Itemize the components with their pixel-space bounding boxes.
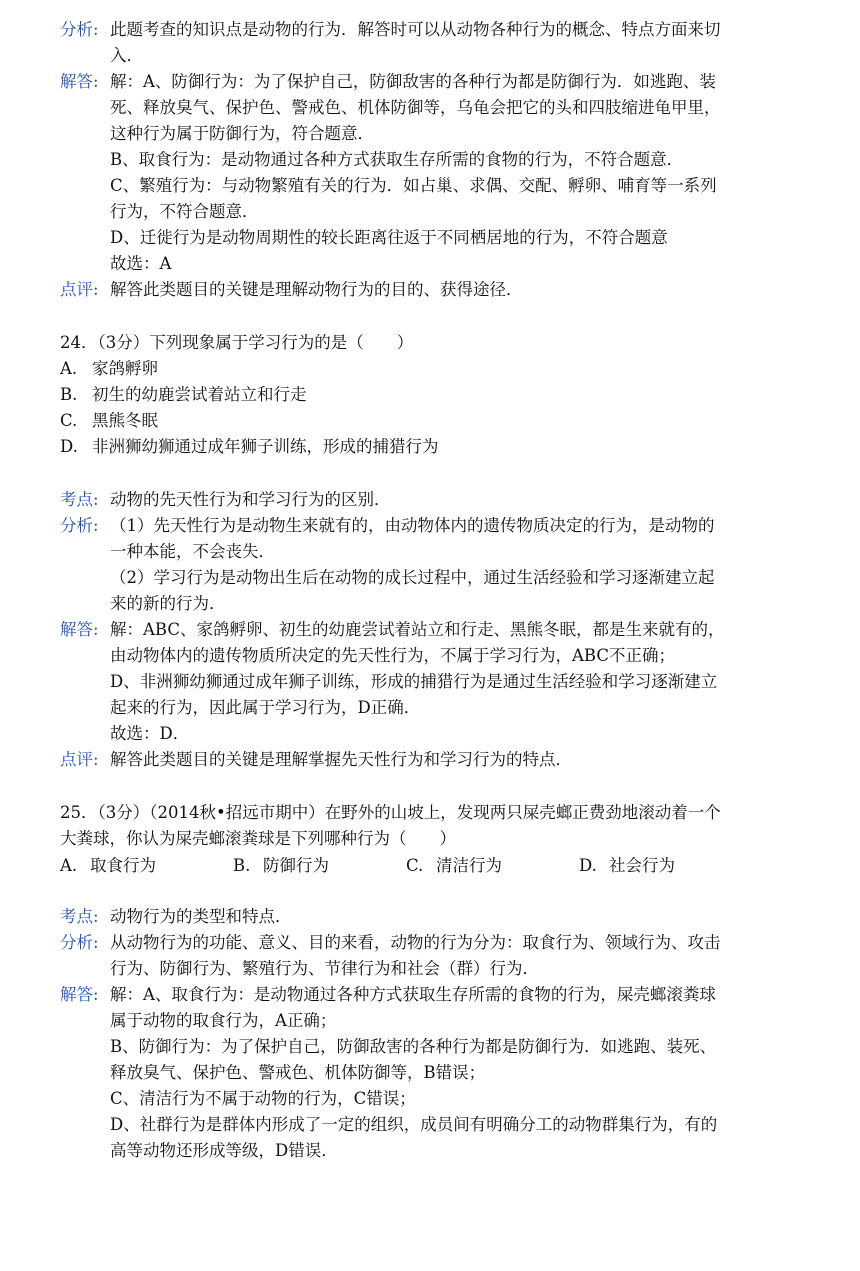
testpoint-text — [110, 487, 760, 513]
question-24-option-a — [60, 356, 158, 382]
text-line: 从动物行为的功能、意义、目的来看，动物的行为分为：取食行为、领域行为、攻击 — [110, 933, 721, 952]
option-text: 非洲狮幼狮通过成年狮子训练，形成的捕猎行为 — [92, 437, 439, 456]
question-24-stem: 24．（3分）下列现象属于学习行为的是（ ） — [60, 333, 414, 352]
option-text: 黑熊冬眠 — [92, 411, 158, 430]
analysis-text — [110, 513, 760, 617]
option-letter: B. — [60, 385, 78, 404]
text-line: 释放臭气、保护色、警戒色、机体防御等，B错误； — [110, 1063, 486, 1082]
question-25-option-d — [579, 853, 675, 879]
analysis-label: 分析: — [60, 20, 99, 39]
text-line: C、繁殖行为：与动物繁殖有关的行为．如占巢、求偶、交配、孵卵、哺育等一系列 — [110, 176, 717, 195]
text-line: D、非洲狮幼狮通过成年狮子训练，形成的捕猎行为是通过生活经验和学习逐渐建立 — [110, 672, 718, 691]
option-letter: C. — [406, 856, 424, 875]
comment-label: 点评: — [60, 750, 99, 769]
comment-label: 点评: — [60, 280, 99, 299]
text-line: 故选：D． — [110, 724, 190, 743]
analysis-label: 分析: — [60, 516, 99, 535]
text-line: 解答此类题目的关键是理解掌握先天性行为和学习行为的特点． — [110, 750, 572, 769]
text-line: 此题考查的知识点是动物的行为．解答时可以从动物各种行为的概念、特点方面来切 — [110, 20, 721, 39]
answer-label: 解答: — [60, 985, 99, 1004]
q24-comment-block — [60, 747, 760, 773]
text-line: D、迁徙行为是动物周期性的较长距离往返于不同栖居地的行为，不符合题意 — [110, 228, 668, 247]
question-24-option-b — [60, 382, 307, 408]
text-line: 起来的行为，因此属于学习行为，D正确． — [110, 698, 421, 717]
option-text: 初生的幼鹿尝试着站立和行走 — [92, 385, 307, 404]
testpoint-text — [110, 904, 760, 930]
text-line: C、清洁行为不属于动物的行为，C错误； — [110, 1089, 416, 1108]
question-25-option-b — [233, 853, 329, 879]
comment-text — [110, 747, 760, 773]
option-text: 取食行为 — [90, 856, 156, 875]
analysis-label: 分析: — [60, 933, 99, 952]
question-24-option-d — [60, 434, 439, 460]
option-letter: A. — [60, 856, 78, 875]
option-letter: B. — [233, 856, 251, 875]
option-text: 社会行为 — [609, 856, 675, 875]
text-line: （1）先天性行为是动物生来就有的，由动物体内的遗传物质决定的行为，是动物的 — [110, 516, 715, 535]
text-line: 来的新的行为． — [110, 594, 226, 613]
option-letter: D. — [60, 437, 78, 456]
text-line: 死、释放臭气、保护色、警戒色、机体防御等，乌龟会把它的头和四肢缩进龟甲里， — [110, 98, 721, 117]
text-line: 行为、防御行为、繁殖行为、节律行为和社会（群）行为． — [110, 959, 539, 978]
text-line: 行为，不符合题意． — [110, 202, 259, 221]
text-line: B、防御行为：为了保护自己，防御敌害的各种行为都是防御行为．如逃跑、装死、 — [110, 1037, 717, 1056]
text-line: 解：A、取食行为：是动物通过各种方式获取生存所需的食物的行为，屎壳螂滚粪球 — [110, 985, 716, 1004]
text-line: 故选：A — [110, 254, 172, 273]
testpoint-label: 考点: — [60, 490, 99, 509]
text-line: 由动物体内的遗传物质所决定的先天性行为，不属于学习行为，ABC不正确； — [110, 646, 675, 665]
answer-label: 解答: — [60, 72, 99, 91]
text-line: 解：A、防御行为：为了保护自己，防御敌害的各种行为都是防御行为．如逃跑、装 — [110, 72, 716, 91]
text-line: 一种本能，不会丧失． — [110, 542, 275, 561]
answer-label: 解答: — [60, 620, 99, 639]
q25-analysis-block — [60, 930, 760, 982]
text-line: 动物的先天性行为和学习行为的区别． — [110, 490, 391, 509]
comment-text — [110, 277, 760, 303]
text-line: 解答此类题目的关键是理解动物行为的目的、获得途径． — [110, 280, 523, 299]
q25-testpoint-block — [60, 904, 760, 930]
answer-text — [110, 69, 760, 277]
q24-testpoint-block — [60, 487, 760, 513]
option-text: 防御行为 — [263, 856, 329, 875]
prev-analysis-block — [60, 17, 760, 69]
text-line: B、取食行为：是动物通过各种方式获取生存所需的食物的行为，不符合题意． — [110, 150, 684, 169]
text-line: 解：ABC、家鸽孵卵、初生的幼鹿尝试着站立和行走、黑熊冬眠，都是生来就有的， — [110, 620, 725, 639]
text-line: 属于动物的取食行为，A正确； — [110, 1011, 337, 1030]
prev-comment-block — [60, 277, 760, 303]
text-line: 高等动物还形成等级，D错误． — [110, 1141, 338, 1160]
q24-answer-block — [60, 617, 760, 747]
text-line: （2）学习行为是动物出生后在动物的成长过程中，通过生活经验和学习逐渐建立起 — [110, 568, 715, 587]
analysis-text — [110, 930, 760, 982]
option-letter: D. — [579, 856, 597, 875]
option-letter: C. — [60, 411, 78, 430]
prev-answer-block — [60, 69, 760, 277]
option-text: 家鸽孵卵 — [92, 359, 158, 378]
question-25-option-a — [60, 853, 156, 879]
analysis-text — [110, 17, 760, 69]
option-text: 清洁行为 — [436, 856, 502, 875]
answer-text — [110, 982, 760, 1164]
question-25-option-c — [406, 853, 502, 879]
q24-analysis-block — [60, 513, 760, 617]
text-line: 入． — [110, 46, 143, 65]
testpoint-label: 考点: — [60, 907, 99, 926]
answer-text — [110, 617, 760, 747]
q25-answer-block — [60, 982, 760, 1164]
text-line: 这种行为属于防御行为，符合题意． — [110, 124, 374, 143]
question-24-option-c — [60, 408, 158, 434]
question-25-stem-line-1: 25．（3分）（2014秋•招远市期中）在野外的山坡上，发现两只屎壳螂正费劲地滚动着一个 — [60, 803, 721, 822]
text-line: 动物行为的类型和特点． — [110, 907, 292, 926]
option-letter: A. — [60, 359, 78, 378]
text-line: D、社群行为是群体内形成了一定的组织，成员间有明确分工的动物群集行为，有的 — [110, 1115, 718, 1134]
question-25-stem-line-2: 大粪球，你认为屎壳螂滚粪球是下列哪种行为（ ） — [60, 829, 456, 848]
